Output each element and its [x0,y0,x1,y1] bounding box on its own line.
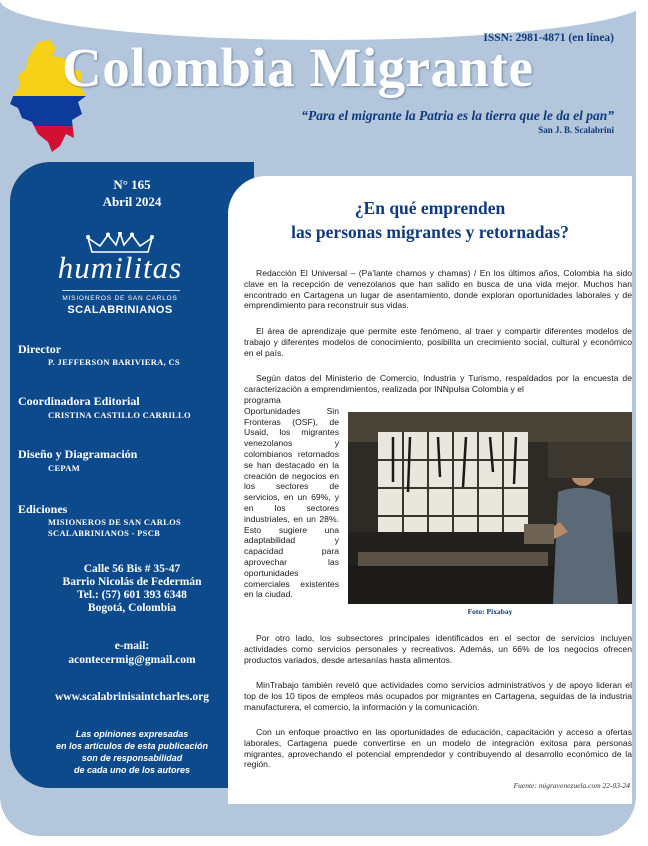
article-paragraph: El área de aprendizaje que permite este fenómeno, al traer y compartir diferentes modelos de trabajo y diferentes modelos de conocimiento, posibilita un crecimiento social, cultural y económico en el país. [244,326,632,358]
article-paragraph-wrap: programa Oportunidades Sin Fronteras (OSF), de Usaid, los migrantes venezolanos y colombianos retornados se han destacado en la creación de negocios en los sectores de servicios, en un 69%, y en los sectores industriales, en un 28%. Esto sugiere una adaptabilidad y capacidad para aprovechar las oportunidades comerciales existentes en la ciudad. [244,395,339,600]
city: Bogotá, Colombia [87,602,177,614]
motto-author: San J. B. Scalabrini [538,125,614,135]
logo-wordmark: humilitas [57,250,183,285]
article-paragraph: Según datos del Ministerio de Comercio, Industria y Turismo, respaldados por la encuesta de caracterización a emprendimientos, realizada por INNpulsa Colombia y el [244,373,632,394]
credit-role-director: Director [18,342,62,356]
address-line: Calle 56 Bis # 35-47 [83,563,181,575]
email-label: e-mail: [114,640,150,652]
workshop-photo-illustration [348,412,632,604]
credit-role-editions: Ediciones [18,502,68,516]
article-paragraph: Redacción El Universal – (Pa’lante chamos y chamas) / En los últimos años, Colombia ha sido clave en la recepción de venezolanos que han salido en busca de una vida mejor. Muchos han encontrado en Cartagena un lugar de asentamiento, donde exploran oportunidades laborales y de emprendimiento para reconstruir sus vidas. [244,268,632,311]
headline-line: ¿En qué emprenden [354,198,506,218]
credit-name-editions: MISIONEROS DE SAN CARLOS [48,517,182,527]
motto: “Para el migrante la Patria es la tierra que le da el pan” [301,108,614,123]
website-link[interactable]: www.scalabrinisaintcharles.org [55,691,209,703]
article-paragraph: Por otro lado, los subsectores principales identificados en el sector de servicios incluyen actividades como servicios personales y recreativos. Además, un 66% de los negocios ofrecen productos variados, desde artesanías hasta alimentos. [244,633,632,665]
logo-subtitle: MISIONEROS DE SAN CARLOS [62,295,178,302]
logo-subtitle-main: SCALABRINIANOS [67,304,173,316]
email-link[interactable]: acontecermig@gmail.com [68,654,196,666]
disclaimer-line: Las opiniones expresadas [75,729,189,739]
credit-name-editions-2: SCALABRINIANOS - PSCB [48,528,161,538]
publication-title: Colombia Migrante [62,37,534,98]
workshop-photo [348,412,632,604]
issn: ISSN: 2981-4871 (en línea) [483,32,614,44]
credit-role-coordinator: Coordinadora Editorial [18,394,140,408]
credit-role-design: Diseño y Diagramación [18,447,138,461]
disclaimer-line: de cada uno de los autores [73,765,191,775]
article-source: Fuente: migravenezuela.com 22-03-24 [513,781,630,790]
credit-name-coordinator: CRISTINA CASTILLO CARRILLO [48,410,191,420]
article-paragraph: Con un enfoque proactivo en las oportunidades de educación, capacitación y acceso a ofertas laborales, Cartagena puede convertirse en un modelo de integración exitosa para personas migrantes, aprovechando el potencial emprendedor y contribuyendo al desarrollo económico de la región. [244,727,632,770]
issue-info [22,176,242,210]
article-headline [228,196,632,244]
disclaimer-line: son de responsabilidad [81,753,183,763]
address-line: Barrio Nicolás de Federmán [62,576,202,588]
logo-divider [62,290,180,291]
disclaimer-line: en los artículos de esta publicación [55,741,209,751]
headline-line: las personas migrantes y retornadas? [291,222,569,242]
article-paragraph: MinTrabajo también reveló que actividades como servicios administrativos y de apoyo lideran el top de los 10 tipos de empleos más ocupados por migrantes en Cartagena, seguidas de la industria manufacturera, el comercio, la información y la comunicación. [244,680,632,712]
sidebar [10,162,254,788]
disclaimer [10,728,254,776]
issue-number: N° 165 [113,177,151,192]
phone: Tel.: (57) 601 393 6348 [77,589,187,601]
credit-name-design: CEPAM [48,463,81,473]
photo-caption: Foto: Pixabay [467,607,513,616]
issue-date: Abril 2024 [102,194,162,209]
article [228,176,632,804]
credit-name-director: P. JEFFERSON BARIVIERA, CS [48,357,180,367]
